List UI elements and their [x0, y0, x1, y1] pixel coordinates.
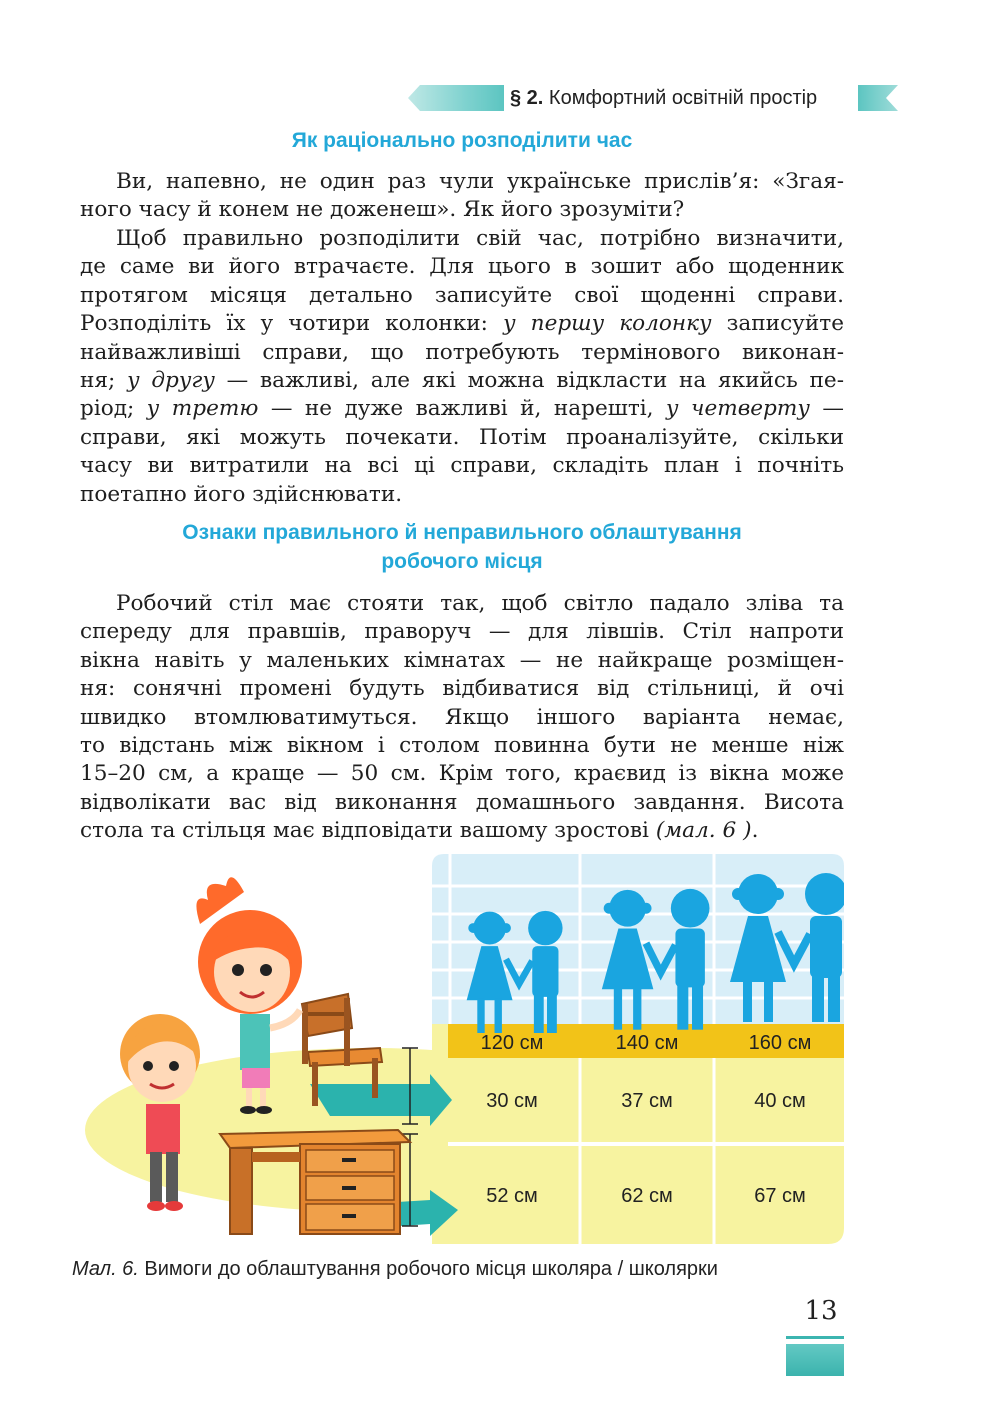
text-line: ня; у другу — важливі, але які можна відкласти на якийсь пе-	[80, 367, 844, 393]
figure-caption	[72, 1258, 852, 1281]
caption-text: Вимоги до облаштування робочого місця школяра / школярки	[138, 1258, 718, 1280]
text-line: поетапно його здійснювати.	[80, 481, 403, 507]
text-line: найважливіші справи, що потребують термінового виконан-	[80, 339, 844, 365]
height-label-160: 160 см	[748, 1032, 812, 1054]
desk-height-67: 67 см	[754, 1185, 806, 1207]
heading-workplace-line2: робочого місця	[381, 550, 543, 573]
desk-icon	[220, 1130, 410, 1234]
text-line: Робочий стіл має стояти так, щоб світло падало зліва та	[116, 591, 844, 616]
text-line: ня: сонячні промені будуть відбиватися від стільниці, й очі	[80, 676, 844, 702]
running-header	[510, 84, 856, 112]
text-line: Ви, напевно, не один раз чули українське прислів’я: «Згая-	[116, 169, 844, 194]
page-footer-block	[786, 1344, 844, 1376]
height-label-120: 120 см	[480, 1032, 544, 1054]
text-line: де саме ви його втрачаєте. Для цього в зошит або щоденник	[80, 254, 844, 280]
desk-height-52: 52 см	[486, 1185, 538, 1207]
page-number: 13	[804, 1296, 838, 1326]
section-number: § 2.	[510, 87, 544, 109]
paragraph-time-plan	[80, 225, 844, 509]
heading-workplace-line1: Ознаки правильного й неправильного облаштування	[182, 521, 742, 544]
header-bar-left	[408, 85, 504, 111]
text-line: швидко втомлюватимуться. Якщо іншого варіанта немає,	[80, 704, 844, 730]
header-bar-right	[858, 85, 898, 111]
text-line: протягом місяця детально записуйте свої щоденні справи.	[80, 282, 844, 308]
text-line: то відстань між вікном і столом повинна бути не менше ніж	[80, 732, 844, 758]
chair-height-30: 30 см	[486, 1090, 538, 1112]
text-line: Щоб правильно розподілити свій час, потрібно визначити,	[116, 226, 844, 251]
heading-time-management: Як раціонально розподілити час	[291, 129, 633, 152]
chair-height-40: 40 см	[754, 1090, 806, 1112]
chair-height-37: 37 см	[621, 1090, 673, 1112]
text-line: стола та стільця має відповідати вашому зростові (мал. 6 ).	[80, 818, 759, 844]
desk-height-62: 62 см	[621, 1185, 673, 1207]
section-title: Комфортний освітній простір	[548, 87, 818, 109]
page-number-underline	[786, 1336, 844, 1339]
caption-label: Мал. 6.	[72, 1258, 139, 1280]
paragraph-proverb	[80, 168, 844, 225]
paragraph-workplace	[80, 590, 844, 846]
text-line: 15–20 см, а краще — 50 см. Крім того, краєвид із вікна може	[80, 761, 844, 787]
text-line: справи, які можуть почекати. Потім проаналізуйте, скільки	[80, 424, 844, 450]
figure-workplace-requirements	[80, 852, 844, 1248]
text-line: вікна навіть у маленьких кімнатах — не найкраще розміщен-	[80, 647, 844, 673]
text-line: Розподіліть їх у чотири колонки: у першу колонку записуйте	[80, 311, 844, 337]
text-line: ного часу й конем не доженеш». Як його зрозуміти?	[80, 197, 685, 223]
text-line: часу ви витратили на всі ці справи, складіть план і почніть	[80, 453, 844, 479]
text-line: спереду для правшів, праворуч — для лівшів. Стіл напроти	[80, 619, 844, 645]
text-line: відволікати вас від виконання домашнього завдання. Висота	[80, 789, 844, 815]
height-label-140: 140 см	[615, 1032, 679, 1054]
text-line: ріод; у третю — не дуже важливі й, нарешті, у четверту —	[80, 396, 844, 422]
